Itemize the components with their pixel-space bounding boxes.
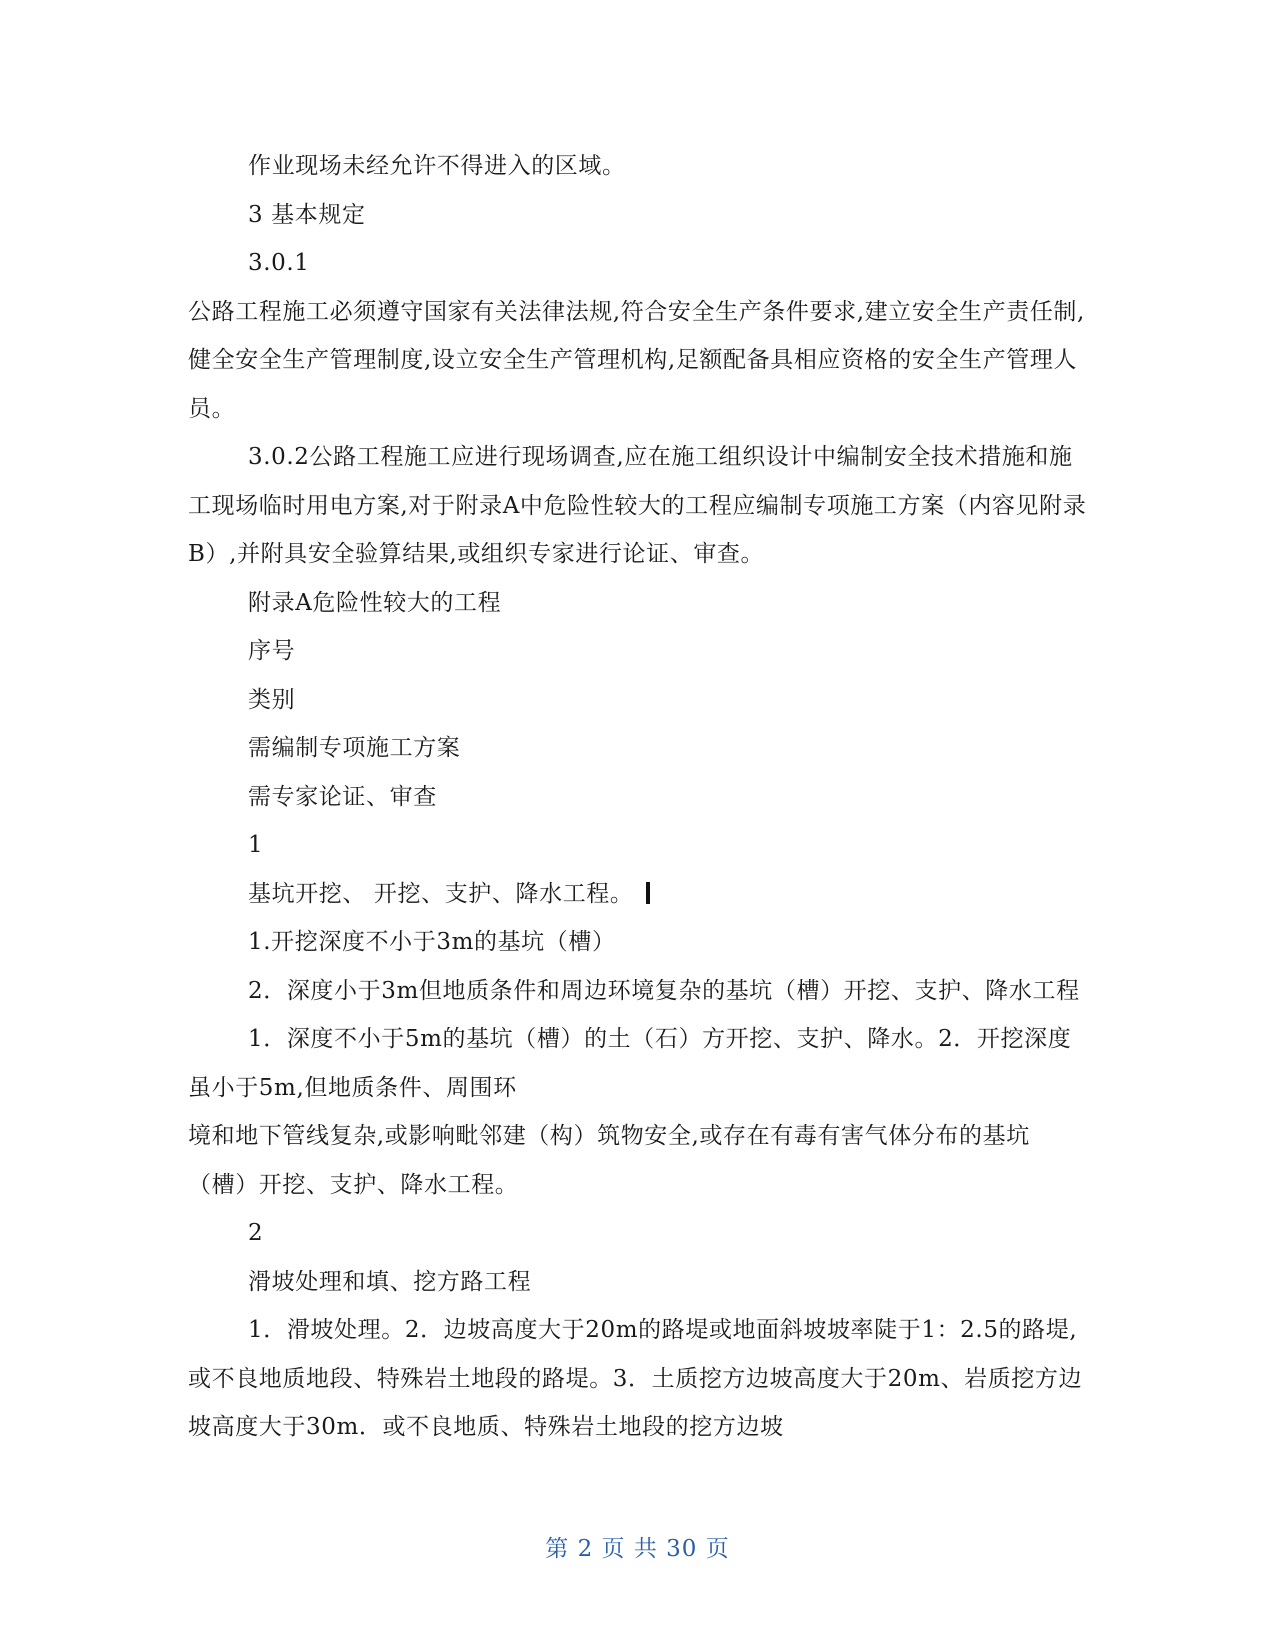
footer-suffix: 页 (705, 1536, 730, 1562)
table-row-index: 2 (248, 1220, 264, 1246)
footer-middle: 页 共 (601, 1536, 658, 1562)
paragraph: 1．滑坡处理。2．边坡高度大于20m的路堤或地面斜坡坡率陡于1：2.5的路堤,或不良地质地段、特殊岩土地段的路堤。3．土质挖方边坡高度大于20m、岩质挖方边坡高度大于30m．或不良地质、特殊岩土地段的挖方边坡 (188, 1317, 1083, 1440)
table-row-category: 滑坡处理和填、挖方路工程 (248, 1268, 532, 1295)
table-row-category: 基坑开挖、 开挖、支护、降水工程。 (188, 870, 1088, 919)
appendix-title: 附录A危险性较大的工程 (248, 589, 502, 616)
section-heading: 3 基本规定 (248, 201, 366, 228)
footer-total-pages: 30 (666, 1536, 698, 1562)
table-header-special-plan: 需编制专项施工方案 (248, 735, 461, 761)
table-header-index: 序号 (248, 638, 296, 664)
table-header-expert-review: 需专家论证、审查 (248, 783, 437, 810)
paragraph: 1.开挖深度不小于3m的基坑（槽） (248, 929, 616, 955)
footer-page-number: 2 (577, 1536, 594, 1562)
clause-number: 3.0.1 (248, 250, 310, 276)
paragraph: 境和地下管线复杂,或影响毗邻建（构）筑物安全,或存在有毒有害气体分布的基坑（槽）开挖、支护、降水工程。 (188, 1123, 1030, 1198)
footer-prefix: 第 (545, 1536, 570, 1562)
page-footer (0, 1530, 1275, 1563)
text-cursor (646, 882, 650, 904)
table-header-category: 类别 (248, 686, 296, 713)
paragraph: 作业现场未经允许不得进入的区域。 (248, 153, 626, 179)
document-body (188, 142, 1088, 1452)
paragraph: 3.0.2公路工程施工应进行现场调查,应在施工组织设计中编制安全技术措施和施工现场临时用电方案,对于附录A中危险性较大的工程应编制专项施工方案（内容见附录B）,并附具安全验算结果,或组织专家进行论证、审查。 (188, 444, 1087, 567)
table-row-index: 1 (248, 832, 264, 858)
paragraph: 2．深度小于3m但地质条件和周边环境复杂的基坑（槽）开挖、支护、降水工程 (248, 977, 1080, 1004)
paragraph: 公路工程施工必须遵守国家有关法律法规,符合安全生产条件要求,建立安全生产责任制,健全安全生产管理制度,设立安全生产管理机构,足额配备具相应资格的安全生产管理人员。 (188, 298, 1085, 422)
paragraph: 1．深度不小于5m的基坑（槽）的土（石）方开挖、支护、降水。2．开挖深度虽小于5m,但地质条件、周围环 (188, 1026, 1072, 1101)
